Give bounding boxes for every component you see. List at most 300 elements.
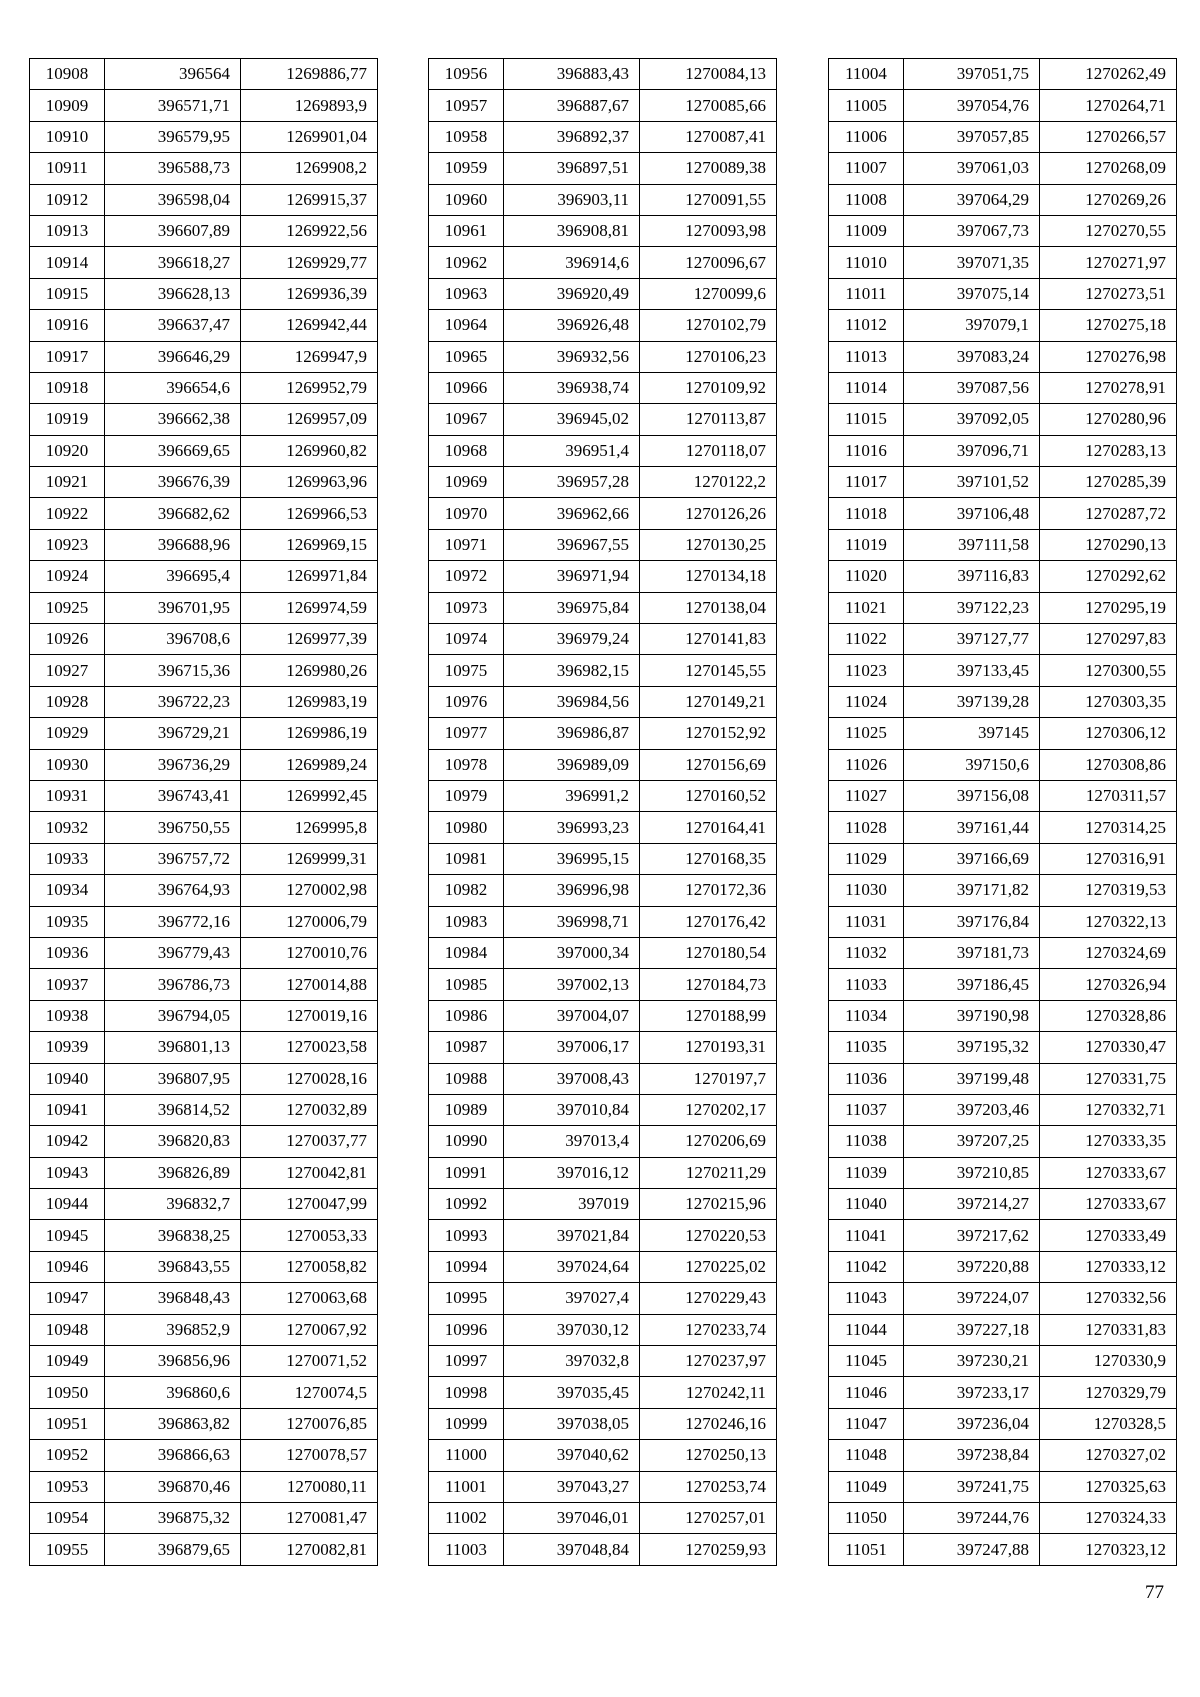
- point-number-cell: 10978: [429, 749, 504, 780]
- table-row: [429, 1534, 777, 1565]
- point-number-cell: 11025: [829, 718, 904, 749]
- point-number-cell: 10952: [30, 1440, 105, 1471]
- y-coordinate-cell: 1270270,55: [1040, 215, 1177, 246]
- table-row: [30, 1063, 378, 1094]
- x-coordinate-cell: 397106,48: [904, 498, 1040, 529]
- y-coordinate-cell: 1269952,79: [241, 372, 378, 403]
- y-coordinate-cell: 1270323,12: [1040, 1534, 1177, 1565]
- y-coordinate-cell: 1270093,98: [640, 215, 777, 246]
- x-coordinate-cell: 397101,52: [904, 467, 1040, 498]
- y-coordinate-cell: 1270278,91: [1040, 372, 1177, 403]
- y-coordinate-cell: 1270237,97: [640, 1346, 777, 1377]
- table-row: [429, 404, 777, 435]
- y-coordinate-cell: 1270311,57: [1040, 780, 1177, 811]
- table-row: [429, 1063, 777, 1094]
- point-number-cell: 10966: [429, 372, 504, 403]
- point-number-cell: 10935: [30, 906, 105, 937]
- table-row: [429, 1408, 777, 1439]
- table-row: [30, 624, 378, 655]
- x-coordinate-cell: 396883,43: [504, 59, 640, 90]
- x-coordinate-cell: 397096,71: [904, 435, 1040, 466]
- table-row: [429, 749, 777, 780]
- point-number-cell: 10929: [30, 718, 105, 749]
- table-row: [829, 498, 1177, 529]
- point-number-cell: 10911: [30, 153, 105, 184]
- point-number-cell: 10954: [30, 1502, 105, 1533]
- point-number-cell: 10924: [30, 561, 105, 592]
- x-coordinate-cell: 397195,32: [904, 1032, 1040, 1063]
- table-row: [829, 1440, 1177, 1471]
- table-row: [829, 812, 1177, 843]
- x-coordinate-cell: 397067,73: [904, 215, 1040, 246]
- x-coordinate-cell: 397236,04: [904, 1408, 1040, 1439]
- table-row: [829, 1471, 1177, 1502]
- x-coordinate-cell: 396779,43: [105, 937, 241, 968]
- x-coordinate-cell: 396926,48: [504, 310, 640, 341]
- point-number-cell: 10934: [30, 875, 105, 906]
- y-coordinate-cell: 1270328,86: [1040, 1000, 1177, 1031]
- y-coordinate-cell: 1270273,51: [1040, 278, 1177, 309]
- y-coordinate-cell: 1270287,72: [1040, 498, 1177, 529]
- point-number-cell: 10960: [429, 184, 504, 215]
- y-coordinate-cell: 1270085,66: [640, 90, 777, 121]
- x-coordinate-cell: 397207,25: [904, 1126, 1040, 1157]
- y-coordinate-cell: 1270118,07: [640, 435, 777, 466]
- y-coordinate-cell: 1270047,99: [241, 1189, 378, 1220]
- y-coordinate-cell: 1270197,7: [640, 1063, 777, 1094]
- y-coordinate-cell: 1269983,19: [241, 686, 378, 717]
- point-number-cell: 11003: [429, 1534, 504, 1565]
- x-coordinate-cell: 396701,95: [105, 592, 241, 623]
- point-number-cell: 10975: [429, 655, 504, 686]
- x-coordinate-cell: 396801,13: [105, 1032, 241, 1063]
- x-coordinate-cell: 396920,49: [504, 278, 640, 309]
- table-row: [30, 749, 378, 780]
- x-coordinate-cell: 397054,76: [904, 90, 1040, 121]
- x-coordinate-cell: 397004,07: [504, 1000, 640, 1031]
- y-coordinate-cell: 1269969,15: [241, 529, 378, 560]
- y-coordinate-cell: 1269986,19: [241, 718, 378, 749]
- x-coordinate-cell: 396897,51: [504, 153, 640, 184]
- table-row: [829, 686, 1177, 717]
- y-coordinate-cell: 1270160,52: [640, 780, 777, 811]
- table-row: [829, 1189, 1177, 1220]
- x-coordinate-cell: 397079,1: [904, 310, 1040, 341]
- point-number-cell: 10950: [30, 1377, 105, 1408]
- x-coordinate-cell: 396588,73: [105, 153, 241, 184]
- table-row: [30, 59, 378, 90]
- x-coordinate-cell: 396676,39: [105, 467, 241, 498]
- x-coordinate-cell: 396986,87: [504, 718, 640, 749]
- y-coordinate-cell: 1270087,41: [640, 121, 777, 152]
- x-coordinate-cell: 397244,76: [904, 1502, 1040, 1533]
- point-number-cell: 11015: [829, 404, 904, 435]
- table-row: [30, 153, 378, 184]
- y-coordinate-cell: 1269966,53: [241, 498, 378, 529]
- x-coordinate-cell: 397247,88: [904, 1534, 1040, 1565]
- y-coordinate-cell: 1270276,98: [1040, 341, 1177, 372]
- table-row: [30, 1220, 378, 1251]
- table-row: [829, 624, 1177, 655]
- x-coordinate-cell: 397051,75: [904, 59, 1040, 90]
- point-number-cell: 10957: [429, 90, 504, 121]
- point-number-cell: 10933: [30, 843, 105, 874]
- table-row: [30, 1094, 378, 1125]
- y-coordinate-cell: 1270280,96: [1040, 404, 1177, 435]
- y-coordinate-cell: 1270010,76: [241, 937, 378, 968]
- y-coordinate-cell: 1270206,69: [640, 1126, 777, 1157]
- x-coordinate-cell: 396794,05: [105, 1000, 241, 1031]
- x-coordinate-cell: 396984,56: [504, 686, 640, 717]
- table-row: [829, 184, 1177, 215]
- x-coordinate-cell: 396820,83: [105, 1126, 241, 1157]
- table-row: [429, 1157, 777, 1188]
- y-coordinate-cell: 1270099,6: [640, 278, 777, 309]
- point-number-cell: 10971: [429, 529, 504, 560]
- y-coordinate-cell: 1269974,59: [241, 592, 378, 623]
- table-row: [429, 1189, 777, 1220]
- y-coordinate-cell: 1270211,29: [640, 1157, 777, 1188]
- x-coordinate-cell: 397048,84: [504, 1534, 640, 1565]
- y-coordinate-cell: 1269999,31: [241, 843, 378, 874]
- point-number-cell: 11031: [829, 906, 904, 937]
- point-number-cell: 10988: [429, 1063, 504, 1094]
- y-coordinate-cell: 1270126,26: [640, 498, 777, 529]
- table-row: [829, 749, 1177, 780]
- table-row: [429, 1126, 777, 1157]
- x-coordinate-cell: 396982,15: [504, 655, 640, 686]
- table-row: [829, 1534, 1177, 1565]
- y-coordinate-cell: 1270006,79: [241, 906, 378, 937]
- y-coordinate-cell: 1270096,67: [640, 247, 777, 278]
- table-row: [829, 718, 1177, 749]
- y-coordinate-cell: 1269947,9: [241, 341, 378, 372]
- x-coordinate-cell: 396669,65: [105, 435, 241, 466]
- point-number-cell: 10923: [30, 529, 105, 560]
- y-coordinate-cell: 1269963,96: [241, 467, 378, 498]
- point-number-cell: 11036: [829, 1063, 904, 1094]
- table-row: [829, 341, 1177, 372]
- x-coordinate-cell: 396995,15: [504, 843, 640, 874]
- y-coordinate-cell: 1270188,99: [640, 1000, 777, 1031]
- y-coordinate-cell: 1270275,18: [1040, 310, 1177, 341]
- y-coordinate-cell: 1270262,49: [1040, 59, 1177, 90]
- point-number-cell: 11000: [429, 1440, 504, 1471]
- table-row: [829, 1220, 1177, 1251]
- point-number-cell: 10983: [429, 906, 504, 937]
- y-coordinate-cell: 1270176,42: [640, 906, 777, 937]
- table-row: [429, 1094, 777, 1125]
- x-coordinate-cell: 397145: [904, 718, 1040, 749]
- point-number-cell: 11006: [829, 121, 904, 152]
- x-coordinate-cell: 396814,52: [105, 1094, 241, 1125]
- x-coordinate-cell: 397002,13: [504, 969, 640, 1000]
- point-number-cell: 11044: [829, 1314, 904, 1345]
- table-row: [30, 655, 378, 686]
- y-coordinate-cell: 1270149,21: [640, 686, 777, 717]
- table-row: [429, 843, 777, 874]
- point-number-cell: 11008: [829, 184, 904, 215]
- table-row: [829, 1377, 1177, 1408]
- y-coordinate-cell: 1270134,18: [640, 561, 777, 592]
- x-coordinate-cell: 396607,89: [105, 215, 241, 246]
- table-row: [829, 247, 1177, 278]
- table-row: [30, 467, 378, 498]
- point-number-cell: 10963: [429, 278, 504, 309]
- x-coordinate-cell: 396879,65: [105, 1534, 241, 1565]
- table-row: [429, 498, 777, 529]
- table-row: [429, 341, 777, 372]
- point-number-cell: 11023: [829, 655, 904, 686]
- point-number-cell: 10972: [429, 561, 504, 592]
- y-coordinate-cell: 1270058,82: [241, 1251, 378, 1282]
- y-coordinate-cell: 1270172,36: [640, 875, 777, 906]
- point-number-cell: 10915: [30, 278, 105, 309]
- x-coordinate-cell: 397043,27: [504, 1471, 640, 1502]
- y-coordinate-cell: 1270156,69: [640, 749, 777, 780]
- table-row: [829, 1502, 1177, 1533]
- y-coordinate-cell: 1270074,5: [241, 1377, 378, 1408]
- x-coordinate-cell: 397075,14: [904, 278, 1040, 309]
- table-row: [429, 624, 777, 655]
- point-number-cell: 11019: [829, 529, 904, 560]
- y-coordinate-cell: 1270333,67: [1040, 1157, 1177, 1188]
- table-row: [30, 1126, 378, 1157]
- y-coordinate-cell: 1270184,73: [640, 969, 777, 1000]
- point-number-cell: 10932: [30, 812, 105, 843]
- y-coordinate-cell: 1270014,88: [241, 969, 378, 1000]
- point-number-cell: 10958: [429, 121, 504, 152]
- point-number-cell: 10956: [429, 59, 504, 90]
- y-coordinate-cell: 1270269,26: [1040, 184, 1177, 215]
- y-coordinate-cell: 1269977,39: [241, 624, 378, 655]
- y-coordinate-cell: 1269995,8: [241, 812, 378, 843]
- table-row: [30, 529, 378, 560]
- table-row: [429, 1314, 777, 1345]
- table-row: [30, 1502, 378, 1533]
- y-coordinate-cell: 1270089,38: [640, 153, 777, 184]
- x-coordinate-cell: 397233,17: [904, 1377, 1040, 1408]
- point-number-cell: 11001: [429, 1471, 504, 1502]
- point-number-cell: 11046: [829, 1377, 904, 1408]
- x-coordinate-cell: 396564: [105, 59, 241, 90]
- table-row: [30, 875, 378, 906]
- point-number-cell: 11048: [829, 1440, 904, 1471]
- table-row: [429, 59, 777, 90]
- x-coordinate-cell: 396688,96: [105, 529, 241, 560]
- table-row: [30, 937, 378, 968]
- coordinates-table-left: [29, 58, 378, 1566]
- y-coordinate-cell: 1270314,25: [1040, 812, 1177, 843]
- y-coordinate-cell: 1270122,2: [640, 467, 777, 498]
- table-row: [829, 529, 1177, 560]
- x-coordinate-cell: 396989,09: [504, 749, 640, 780]
- point-number-cell: 11051: [829, 1534, 904, 1565]
- table-row: [829, 59, 1177, 90]
- y-coordinate-cell: 1270028,16: [241, 1063, 378, 1094]
- x-coordinate-cell: 397057,85: [904, 121, 1040, 152]
- y-coordinate-cell: 1269908,2: [241, 153, 378, 184]
- x-coordinate-cell: 396998,71: [504, 906, 640, 937]
- x-coordinate-cell: 396729,21: [105, 718, 241, 749]
- point-number-cell: 11005: [829, 90, 904, 121]
- x-coordinate-cell: 397199,48: [904, 1063, 1040, 1094]
- point-number-cell: 10994: [429, 1251, 504, 1282]
- table-row: [30, 310, 378, 341]
- point-number-cell: 10931: [30, 780, 105, 811]
- x-coordinate-cell: 397087,56: [904, 372, 1040, 403]
- x-coordinate-cell: 396618,27: [105, 247, 241, 278]
- point-number-cell: 10946: [30, 1251, 105, 1282]
- x-coordinate-cell: 397032,8: [504, 1346, 640, 1377]
- y-coordinate-cell: 1269922,56: [241, 215, 378, 246]
- y-coordinate-cell: 1269942,44: [241, 310, 378, 341]
- point-number-cell: 11028: [829, 812, 904, 843]
- y-coordinate-cell: 1270220,53: [640, 1220, 777, 1251]
- point-number-cell: 10930: [30, 749, 105, 780]
- x-coordinate-cell: 397161,44: [904, 812, 1040, 843]
- point-number-cell: 11045: [829, 1346, 904, 1377]
- y-coordinate-cell: 1270019,16: [241, 1000, 378, 1031]
- point-number-cell: 10982: [429, 875, 504, 906]
- table-row: [429, 278, 777, 309]
- y-coordinate-cell: 1269915,37: [241, 184, 378, 215]
- x-coordinate-cell: 396856,96: [105, 1346, 241, 1377]
- point-number-cell: 10910: [30, 121, 105, 152]
- point-number-cell: 10926: [30, 624, 105, 655]
- point-number-cell: 10936: [30, 937, 105, 968]
- table-row: [829, 561, 1177, 592]
- y-coordinate-cell: 1270324,33: [1040, 1502, 1177, 1533]
- x-coordinate-cell: 397176,84: [904, 906, 1040, 937]
- x-coordinate-cell: 396598,04: [105, 184, 241, 215]
- x-coordinate-cell: 396628,13: [105, 278, 241, 309]
- y-coordinate-cell: 1270042,81: [241, 1157, 378, 1188]
- table-row: [429, 780, 777, 811]
- point-number-cell: 11029: [829, 843, 904, 874]
- y-coordinate-cell: 1269960,82: [241, 435, 378, 466]
- x-coordinate-cell: 396654,6: [105, 372, 241, 403]
- x-coordinate-cell: 396695,4: [105, 561, 241, 592]
- x-coordinate-cell: 396951,4: [504, 435, 640, 466]
- point-number-cell: 10991: [429, 1157, 504, 1188]
- y-coordinate-cell: 1269957,09: [241, 404, 378, 435]
- x-coordinate-cell: 396903,11: [504, 184, 640, 215]
- table-row: [429, 686, 777, 717]
- y-coordinate-cell: 1270331,83: [1040, 1314, 1177, 1345]
- table-row: [829, 1063, 1177, 1094]
- point-number-cell: 10959: [429, 153, 504, 184]
- point-number-cell: 10980: [429, 812, 504, 843]
- y-coordinate-cell: 1270332,71: [1040, 1094, 1177, 1125]
- table-row: [30, 404, 378, 435]
- y-coordinate-cell: 1270295,19: [1040, 592, 1177, 623]
- y-coordinate-cell: 1270141,83: [640, 624, 777, 655]
- table-row: [30, 1251, 378, 1282]
- x-coordinate-cell: 397220,88: [904, 1251, 1040, 1282]
- x-coordinate-cell: 396848,43: [105, 1283, 241, 1314]
- point-number-cell: 11002: [429, 1502, 504, 1533]
- table-row: [30, 1032, 378, 1063]
- point-number-cell: 11030: [829, 875, 904, 906]
- table-row: [30, 1377, 378, 1408]
- point-number-cell: 10974: [429, 624, 504, 655]
- x-coordinate-cell: 397010,84: [504, 1094, 640, 1125]
- point-number-cell: 11040: [829, 1189, 904, 1220]
- point-number-cell: 10968: [429, 435, 504, 466]
- y-coordinate-cell: 1270324,69: [1040, 937, 1177, 968]
- y-coordinate-cell: 1270023,58: [241, 1032, 378, 1063]
- point-number-cell: 10922: [30, 498, 105, 529]
- y-coordinate-cell: 1270322,13: [1040, 906, 1177, 937]
- table-row: [829, 780, 1177, 811]
- y-coordinate-cell: 1270328,5: [1040, 1408, 1177, 1439]
- x-coordinate-cell: 397166,69: [904, 843, 1040, 874]
- point-number-cell: 11042: [829, 1251, 904, 1282]
- point-number-cell: 10986: [429, 1000, 504, 1031]
- table-row: [30, 121, 378, 152]
- point-number-cell: 11014: [829, 372, 904, 403]
- table-row: [429, 812, 777, 843]
- y-coordinate-cell: 1270225,02: [640, 1251, 777, 1282]
- point-number-cell: 10927: [30, 655, 105, 686]
- x-coordinate-cell: 396832,7: [105, 1189, 241, 1220]
- y-coordinate-cell: 1269971,84: [241, 561, 378, 592]
- point-number-cell: 10938: [30, 1000, 105, 1031]
- x-coordinate-cell: 396979,24: [504, 624, 640, 655]
- x-coordinate-cell: 397224,07: [904, 1283, 1040, 1314]
- point-number-cell: 11039: [829, 1157, 904, 1188]
- y-coordinate-cell: 1270215,96: [640, 1189, 777, 1220]
- point-number-cell: 10964: [429, 310, 504, 341]
- table-row: [429, 1032, 777, 1063]
- y-coordinate-cell: 1270080,11: [241, 1471, 378, 1502]
- y-coordinate-cell: 1270292,62: [1040, 561, 1177, 592]
- y-coordinate-cell: 1270283,13: [1040, 435, 1177, 466]
- point-number-cell: 10984: [429, 937, 504, 968]
- point-number-cell: 11034: [829, 1000, 904, 1031]
- y-coordinate-cell: 1270242,11: [640, 1377, 777, 1408]
- point-number-cell: 10937: [30, 969, 105, 1000]
- point-number-cell: 11018: [829, 498, 904, 529]
- x-coordinate-cell: 396579,95: [105, 121, 241, 152]
- table-row: [829, 655, 1177, 686]
- x-coordinate-cell: 397127,77: [904, 624, 1040, 655]
- y-coordinate-cell: 1270316,91: [1040, 843, 1177, 874]
- point-number-cell: 10925: [30, 592, 105, 623]
- table-row: [30, 1189, 378, 1220]
- y-coordinate-cell: 1270257,01: [640, 1502, 777, 1533]
- x-coordinate-cell: 396708,6: [105, 624, 241, 655]
- table-row: [829, 1032, 1177, 1063]
- point-number-cell: 11035: [829, 1032, 904, 1063]
- point-number-cell: 10947: [30, 1283, 105, 1314]
- y-coordinate-cell: 1270109,92: [640, 372, 777, 403]
- table-row: [429, 1471, 777, 1502]
- x-coordinate-cell: 396838,25: [105, 1220, 241, 1251]
- point-number-cell: 10919: [30, 404, 105, 435]
- x-coordinate-cell: 396957,28: [504, 467, 640, 498]
- x-coordinate-cell: 396887,67: [504, 90, 640, 121]
- y-coordinate-cell: 1270091,55: [640, 184, 777, 215]
- y-coordinate-cell: 1270202,17: [640, 1094, 777, 1125]
- x-coordinate-cell: 397019: [504, 1189, 640, 1220]
- table-row: [829, 875, 1177, 906]
- x-coordinate-cell: 397006,17: [504, 1032, 640, 1063]
- point-number-cell: 10918: [30, 372, 105, 403]
- table-row: [429, 247, 777, 278]
- y-coordinate-cell: 1269992,45: [241, 780, 378, 811]
